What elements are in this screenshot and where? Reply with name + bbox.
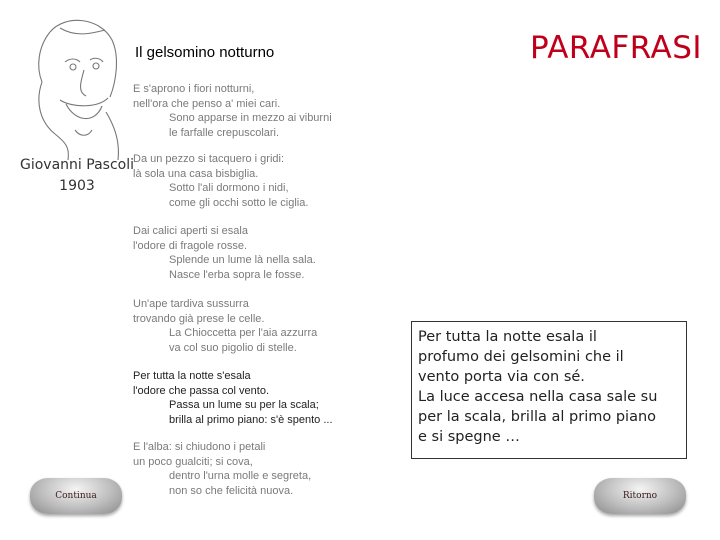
verse-line: l'odore di fragole rosse.: [133, 239, 247, 252]
verse-line: E l'alba: si chiudono i petali: [133, 441, 266, 453]
verse-line: E s'aprono i fiori notturni,: [133, 83, 255, 95]
verse-line: l'odore che passa col vento.: [133, 384, 270, 397]
paraphrase-box: [411, 321, 687, 459]
stanza-3: [133, 224, 316, 282]
verse-line: come gli occhi sotto le ciglia.: [169, 196, 309, 209]
paraphrase-line: profumo dei gelsomini che il: [418, 349, 624, 365]
verse-line: un poco gualciti; si cova,: [133, 455, 253, 468]
author-portrait: [20, 12, 130, 162]
stanza-6: [133, 440, 311, 498]
paraphrase-line: per la scala, brilla al primo piano: [418, 409, 657, 425]
paraphrase-line: Per tutta la notte esala il: [418, 329, 597, 345]
verse-line: va col suo pigolio di stelle.: [169, 341, 297, 354]
continue-button[interactable]: Continua: [30, 478, 122, 514]
paraphrase-line: vento porta via con sé.: [418, 369, 585, 385]
verse-line: Da un pezzo si tacquero i gridi:: [133, 153, 285, 165]
verse-line: nell'ora che penso a' miei cari.: [133, 97, 281, 110]
stanza-5-highlighted: [133, 369, 333, 427]
parafrasi-heading: PARAFRASI: [530, 30, 703, 66]
verse-line: Splende un lume là nella sala.: [169, 254, 316, 266]
verse-line: non so che felicità nuova.: [169, 484, 294, 497]
verse-line: le farfalle crepuscolari.: [169, 126, 280, 139]
stanza-2: [133, 152, 308, 210]
paraphrase-line: La luce accesa nella casa sale su: [418, 389, 658, 405]
poem-year: 1903: [59, 178, 95, 194]
verse-line: Un'ape tardiva sussurra: [133, 298, 249, 310]
author-block: [2, 155, 152, 197]
verse-line: dentro l'urna molle e segreta,: [169, 470, 312, 482]
author-name: Giovanni Pascoli: [20, 157, 134, 173]
verse-line: là sola una casa bisbiglia.: [133, 167, 259, 180]
verse-line: Per tutta la notte s'esala: [133, 370, 251, 382]
paraphrase-line: e si spegne …: [418, 429, 520, 445]
poem-title: Il gelsomino notturno: [135, 44, 275, 61]
verse-line: Nasce l'erba sopra le fosse.: [169, 268, 305, 281]
verse-line: brilla al primo piano: s'è spento ...: [169, 413, 333, 426]
verse-line: La Chioccetta per l'aia azzurra: [169, 327, 318, 339]
stanza-1: [133, 82, 332, 140]
verse-line: Passa un lume su per la scala;: [169, 399, 319, 411]
verse-line: Dai calici aperti si esala: [133, 225, 248, 237]
stanza-4: [133, 297, 317, 355]
verse-line: Sotto l'ali dormono i nidi,: [169, 182, 289, 194]
verse-line: trovando già prese le celle.: [133, 312, 265, 325]
verse-line: Sono apparse in mezzo ai viburni: [169, 112, 332, 124]
back-button[interactable]: Ritorno: [594, 478, 686, 514]
